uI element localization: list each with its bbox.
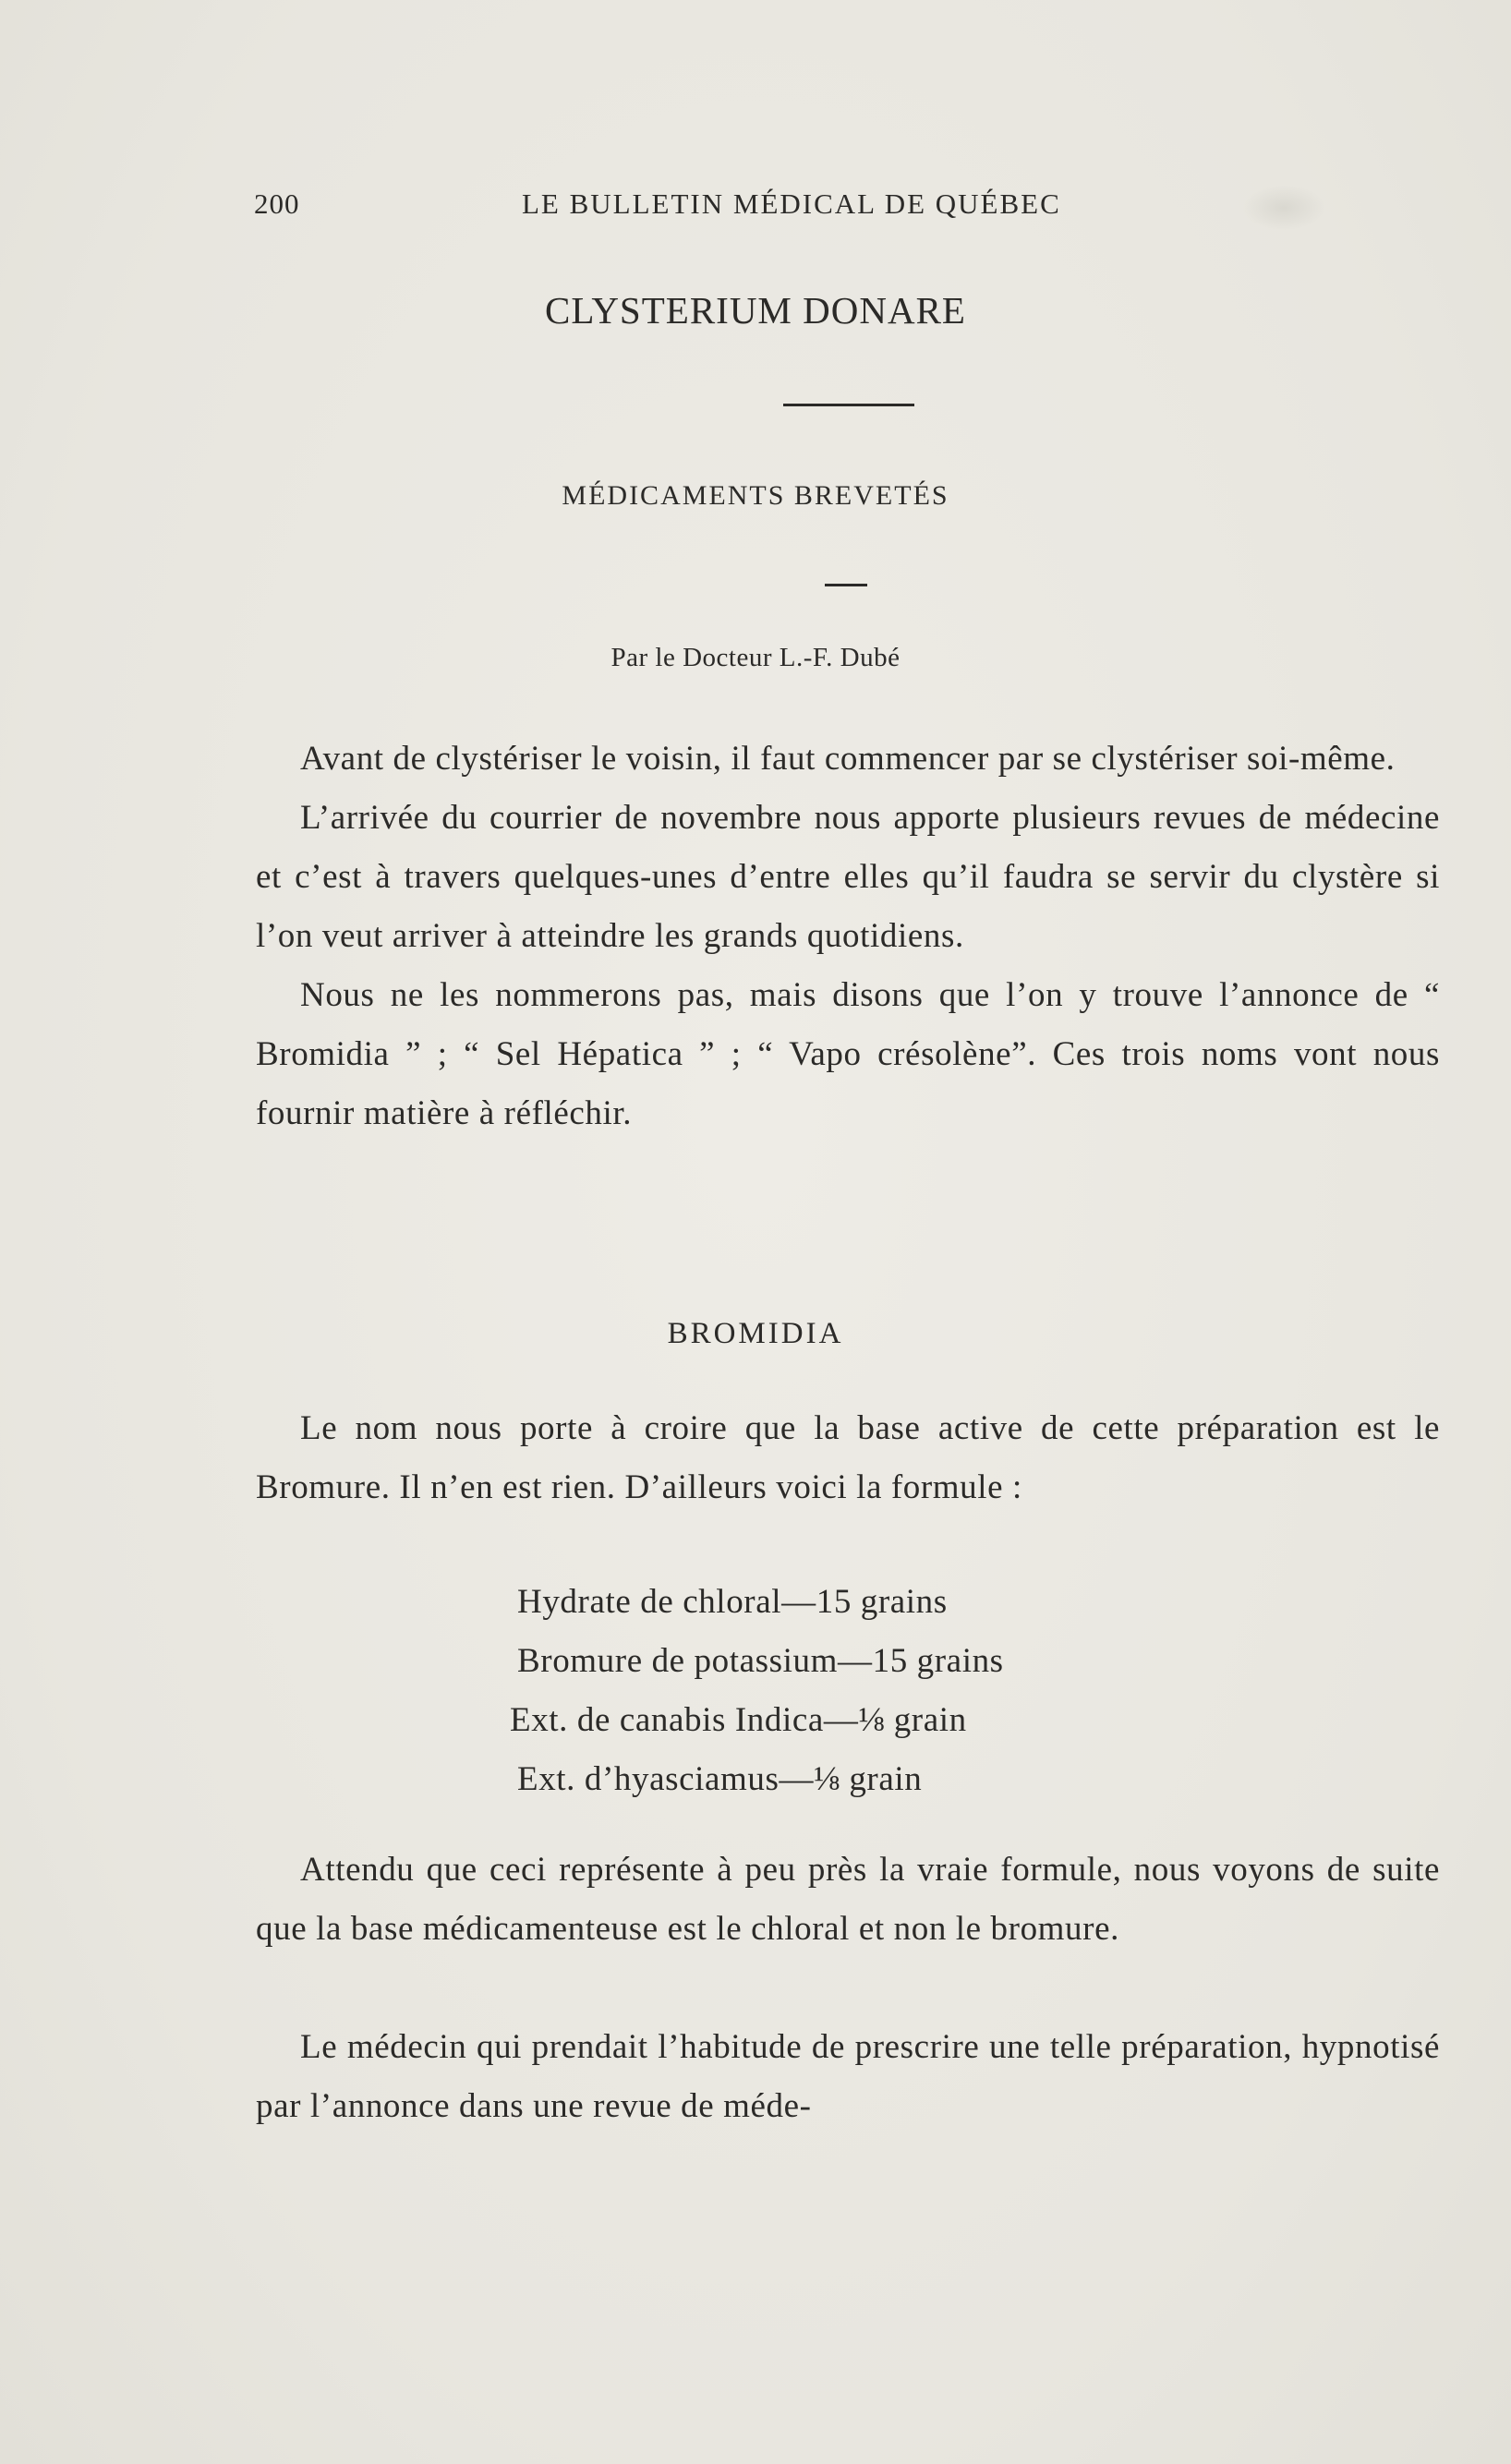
formula-line: Ext. de canabis Indica—⅛ grain [510, 1701, 967, 1739]
paragraph: Le médecin qui prendait l’habitude de prescrire une telle préparation, hypnotisé par l’annonce dans une revue de méde- [256, 2028, 1440, 2125]
author-byline: Par le Docteur L.-F. Dubé [610, 643, 901, 672]
article-subtitle: MÉDICAMENTS BREVETÉS [562, 480, 949, 511]
body-block-conclusion [256, 1841, 1440, 1959]
body-block-intro [256, 730, 1440, 1143]
page-number: 200 [254, 187, 300, 220]
paragraph: Attendu que ceci représente à peu près la vraie formule, nous voyons de suite que la base médicamenteuse est le chloral et non le bromure. [256, 1851, 1440, 1948]
paragraph: Le nom nous porte à croire que la base active de cette préparation est le Bromure. Il n’en est rien. D’ailleurs voici la formule : [256, 1409, 1440, 1506]
print-smudge [1242, 185, 1325, 231]
body-block-bromidia [256, 1399, 1440, 1517]
article-title: CLYSTERIUM DONARE [545, 289, 966, 332]
body-block-continuation [256, 2018, 1440, 2136]
paragraph: Avant de clystériser le voisin, il faut commencer par se clystériser soi-même. [300, 740, 1396, 778]
formula-line: Ext. d’hyasciamus—⅛ grain [517, 1760, 923, 1798]
paragraph: L’arrivée du courrier de novembre nous apporte plusieurs revues de médecine et c’est à travers quelques-unes d’entre elles qu’il faudra se servir du clystère si l’on veut arriver à atteindre les grands quotidiens. [256, 799, 1440, 955]
running-title: LE BULLETIN MÉDICAL DE QUÉBEC [522, 187, 1061, 220]
paragraph: Nous ne les nommerons pas, mais disons que l’on y trouve l’annonce de “ Bromidia ” ; “ Sel Hépatica ” ; “ Vapo crésolène”. Ces trois noms vont nous fournir matière à réfléchir. [256, 976, 1440, 1132]
page-header [254, 187, 1187, 224]
formula-list [510, 1573, 1004, 1809]
formula-line: Hydrate de chloral—15 grains [517, 1583, 948, 1621]
section-heading: BROMIDIA [667, 1317, 844, 1350]
title-divider [783, 404, 914, 406]
formula-line: Bromure de potassium—15 grains [517, 1642, 1004, 1680]
subtitle-divider [825, 584, 867, 586]
